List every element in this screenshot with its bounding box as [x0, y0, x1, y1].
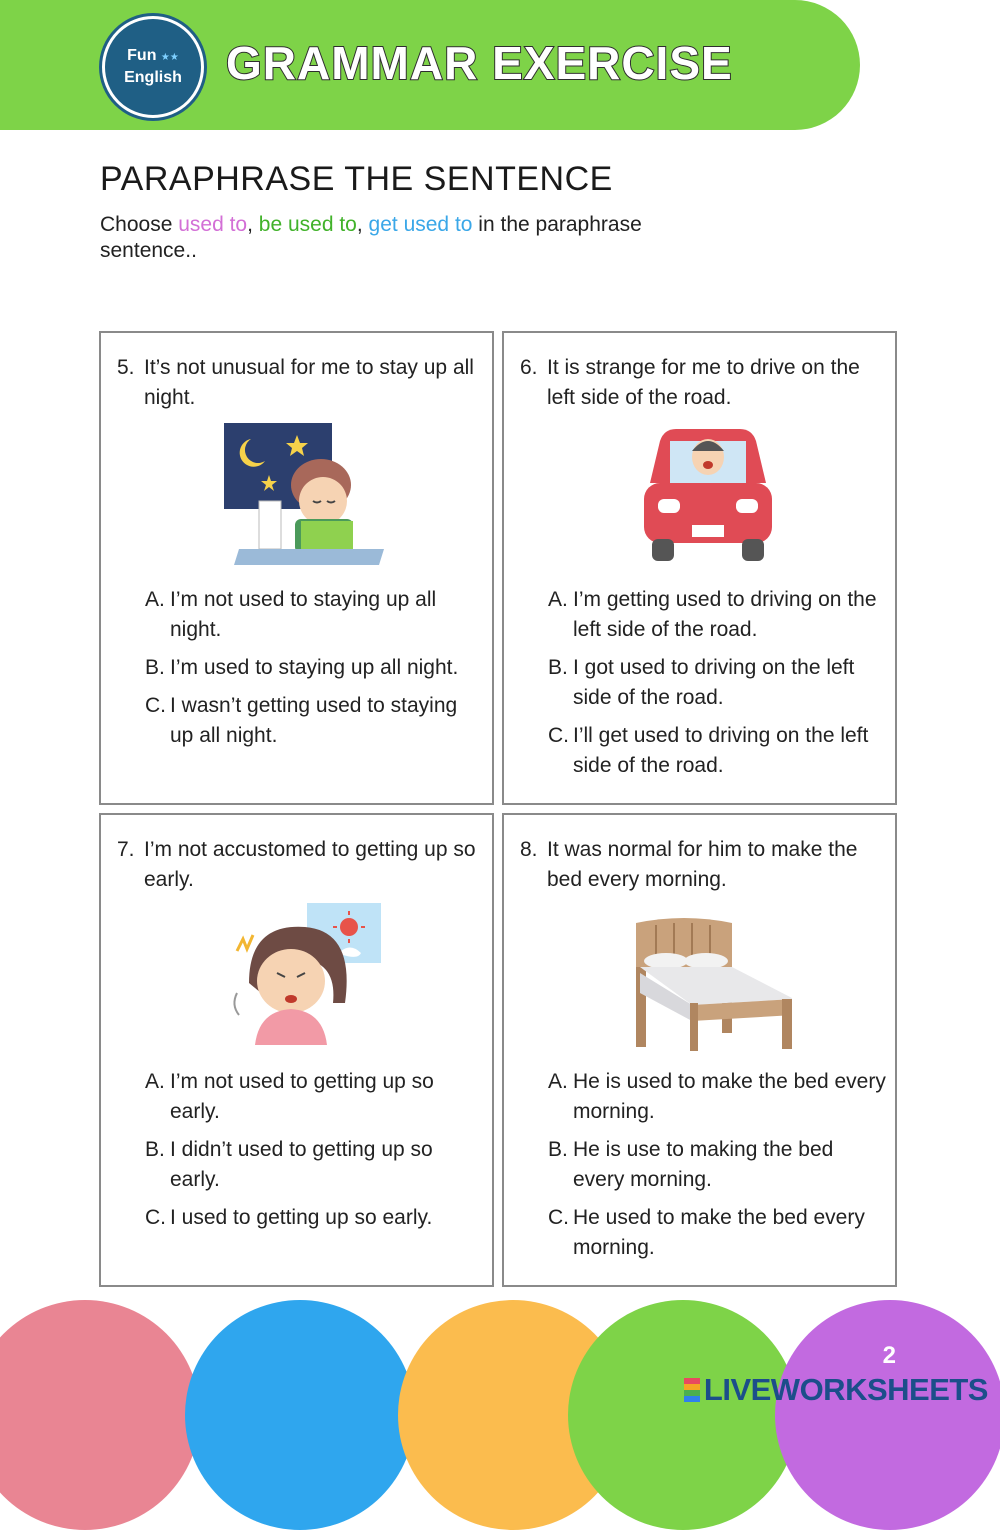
option-b[interactable]	[548, 1135, 888, 1195]
question-card-5	[99, 331, 494, 805]
question-number: 7.	[117, 838, 135, 861]
option-letter: B.	[145, 656, 165, 679]
option-letter: A.	[145, 588, 165, 611]
liveworksheets-mark-icon	[684, 1378, 700, 1402]
logo-stars: ★★	[160, 52, 179, 63]
question-grid	[99, 331, 900, 1289]
option-c[interactable]	[548, 721, 888, 781]
option-a[interactable]	[548, 585, 888, 645]
logo-text-fun: Fun	[127, 47, 157, 64]
question-7-options	[145, 1067, 485, 1241]
liveworksheets-logo	[684, 1372, 988, 1408]
question-text: It’s not unusual for me to stay up all night.	[144, 356, 474, 409]
question-5-options	[145, 585, 485, 759]
instr-sep-1: ,	[247, 213, 259, 236]
option-a[interactable]	[548, 1067, 888, 1127]
sleepy-woman-morning-illustration	[219, 903, 389, 1053]
question-8-prompt	[520, 835, 880, 895]
option-text: I’m not used to getting up so early.	[170, 1070, 434, 1123]
question-card-6	[502, 331, 897, 805]
option-letter: B.	[548, 1138, 568, 1161]
option-letter: C.	[548, 724, 569, 747]
question-text: It was normal for him to make the bed every morning.	[547, 838, 858, 891]
option-c[interactable]	[548, 1203, 888, 1263]
instructions	[100, 212, 740, 264]
option-text: I’ll get used to driving on the left side of the road.	[573, 724, 869, 777]
option-b[interactable]	[548, 653, 888, 713]
instr-sep-2: ,	[356, 213, 369, 236]
option-letter: A.	[145, 1070, 165, 1093]
option-a[interactable]	[145, 585, 485, 645]
option-text: He used to make the bed every morning.	[573, 1206, 865, 1259]
option-b[interactable]	[145, 653, 485, 683]
option-a[interactable]	[145, 1067, 485, 1127]
option-text: I’m getting used to driving on the left side of the road.	[573, 588, 877, 641]
option-letter: A.	[548, 588, 568, 611]
option-letter: C.	[145, 1206, 166, 1229]
footer-circle-green	[568, 1300, 798, 1530]
option-text: He is use to making the bed every morning.	[573, 1138, 834, 1191]
question-6-prompt	[520, 353, 880, 413]
question-text: It is strange for me to drive on the left side of the road.	[547, 356, 860, 409]
keyword-be-used-to: be used to	[258, 213, 357, 236]
option-c[interactable]	[145, 1203, 485, 1233]
question-5-prompt	[117, 353, 477, 413]
option-c[interactable]	[145, 691, 485, 751]
section-title: PARAPHRASE THE SENTENCE	[100, 160, 613, 198]
question-number: 5.	[117, 356, 135, 379]
option-text: I’m used to staying up all night.	[170, 656, 459, 679]
instr-prefix: Choose	[100, 213, 179, 236]
question-text: I’m not accustomed to getting up so early.	[144, 838, 476, 891]
option-letter: C.	[548, 1206, 569, 1229]
man-driving-red-car-illustration	[622, 421, 792, 571]
option-text: I didn’t used to getting up so early.	[170, 1138, 433, 1191]
keyword-get-used-to: get used to	[368, 213, 473, 236]
option-text: I’m not used to staying up all night.	[170, 588, 437, 641]
instr-suffix: in the paraphrase sentence..	[100, 213, 642, 262]
question-number: 8.	[520, 838, 538, 861]
footer-circle-pink	[0, 1300, 200, 1530]
question-number: 6.	[520, 356, 538, 379]
option-letter: C.	[145, 694, 166, 717]
option-letter: B.	[145, 1138, 165, 1161]
option-text: He is used to make the bed every morning.	[573, 1070, 886, 1123]
option-text: I got used to driving on the left side of the road.	[573, 656, 855, 709]
page-title: GRAMMAR EXERCISE	[226, 37, 733, 89]
liveworksheets-brand: LIVEWORKSHEETS	[703, 1372, 988, 1407]
option-letter: B.	[548, 656, 568, 679]
question-card-7	[99, 813, 494, 1287]
option-b[interactable]	[145, 1135, 485, 1195]
question-8-options	[548, 1067, 888, 1271]
fun-english-logo	[102, 16, 204, 118]
question-6-options	[548, 585, 888, 789]
footer-circle-purple	[775, 1300, 1000, 1530]
option-letter: A.	[548, 1070, 568, 1093]
keyword-used-to: used to	[178, 213, 248, 236]
option-text: I wasn’t getting used to staying up all night.	[170, 694, 458, 747]
question-7-prompt	[117, 835, 477, 895]
wooden-bed-illustration	[622, 903, 792, 1053]
footer-circle-blue	[185, 1300, 415, 1530]
page-number: 2	[882, 1342, 896, 1369]
logo-text-english: English	[124, 69, 182, 86]
boy-studying-at-night-illustration	[219, 421, 389, 571]
option-text: I used to getting up so early.	[170, 1206, 433, 1229]
question-card-8	[502, 813, 897, 1287]
